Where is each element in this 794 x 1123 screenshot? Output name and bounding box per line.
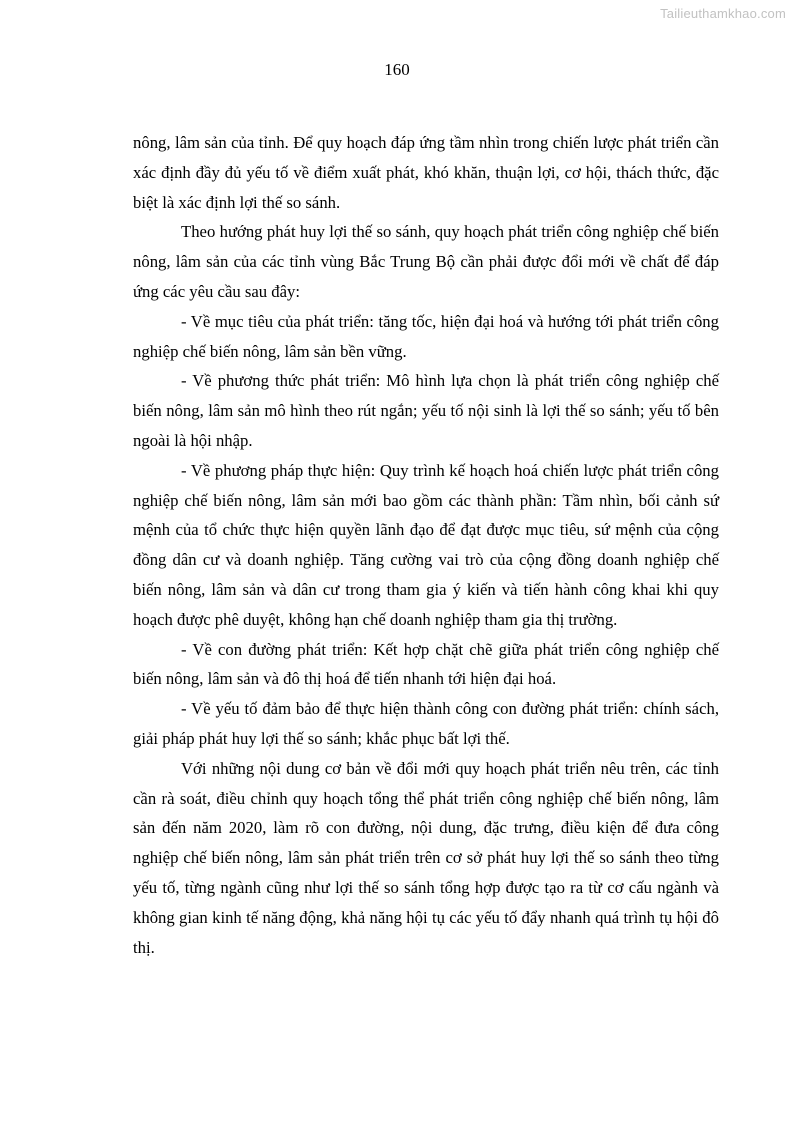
paragraph-guarantee: - Về yếu tố đảm bảo để thực hiện thành công con đường phát triển: chính sách, giải pháp phát huy lợi thế so sánh; khắc phục bất lợi thế. bbox=[133, 699, 719, 748]
document-body bbox=[133, 128, 719, 962]
paragraph-continuation: nông, lâm sản của tỉnh. Để quy hoạch đáp ứng tầm nhìn trong chiến lược phát triển cần xác định đầy đủ yếu tố về điểm xuất phát, khó khăn, thuận lợi, cơ hội, thách thức, đặc biệt là xác định lợi thế so sánh. bbox=[133, 133, 719, 212]
paragraph-procedure: - Về phương pháp thực hiện: Quy trình kế hoạch hoá chiến lược phát triển công nghiệp chế biến nông, lâm sản mới bao gồm các thành phần: Tầm nhìn, bối cảnh sứ mệnh của tổ chức thực hiện quyền lãnh đạo để đạt được mục tiêu, sứ mệnh của cộng đồng dân cư và doanh nghiệp. Tăng cường vai trò của cộng đồng doanh nghiệp chế biến nông, lâm sản và dân cư trong tham gia ý kiến và tiến hành công khai khi quy hoạch được phê duyệt, không hạn chế doanh nghiệp tham gia thị trường. bbox=[133, 460, 719, 629]
paragraph-goal: - Về mục tiêu của phát triển: tăng tốc, hiện đại hoá và hướng tới phát triển công nghiệp chế biến nông, lâm sản bền vững. bbox=[133, 311, 719, 361]
watermark-text: Tailieuthamkhao.com bbox=[660, 6, 786, 21]
paragraph-method: - Về phương thức phát triển: Mô hình lựa chọn là phát triển công nghiệp chế biến nông, lâm sản mô hình theo rút ngắn; yếu tố nội sinh là lợi thế so sánh; yếu tố bên ngoài là hội nhập. bbox=[133, 371, 719, 450]
paragraph-intro: Theo hướng phát huy lợi thế so sánh, quy hoạch phát triển công nghiệp chế biến nông, lâm sản của các tỉnh vùng Bắc Trung Bộ cần phải được đổi mới về chất để đáp ứng các yêu cầu sau đây: bbox=[133, 222, 719, 301]
paragraph-path: - Về con đường phát triển: Kết hợp chặt chẽ giữa phát triển công nghiệp chế biến nông, lâm sản và đô thị hoá để tiến nhanh tới hiện đại hoá. bbox=[133, 639, 719, 689]
page-number: 160 bbox=[384, 60, 410, 79]
paragraph-conclusion: Với những nội dung cơ bản về đổi mới quy hoạch phát triển nêu trên, các tỉnh cần rà soát, điều chỉnh quy hoạch tổng thể phát triển công nghiệp chế biến nông, lâm sản đến năm 2020, làm rõ con đường, nội dung, đặc trưng, điều kiện để đưa công nghiệp chế biến nông, lâm sản phát triển trên cơ sở phát huy lợi thế so sánh theo từng yếu tố, từng ngành cũng như lợi thế so sánh tổng hợp được tạo ra từ cơ cấu ngành và không gian kinh tế năng động, khả năng hội tụ các yếu tố đẩy nhanh quá trình tụ hội đô thị. bbox=[133, 758, 719, 957]
